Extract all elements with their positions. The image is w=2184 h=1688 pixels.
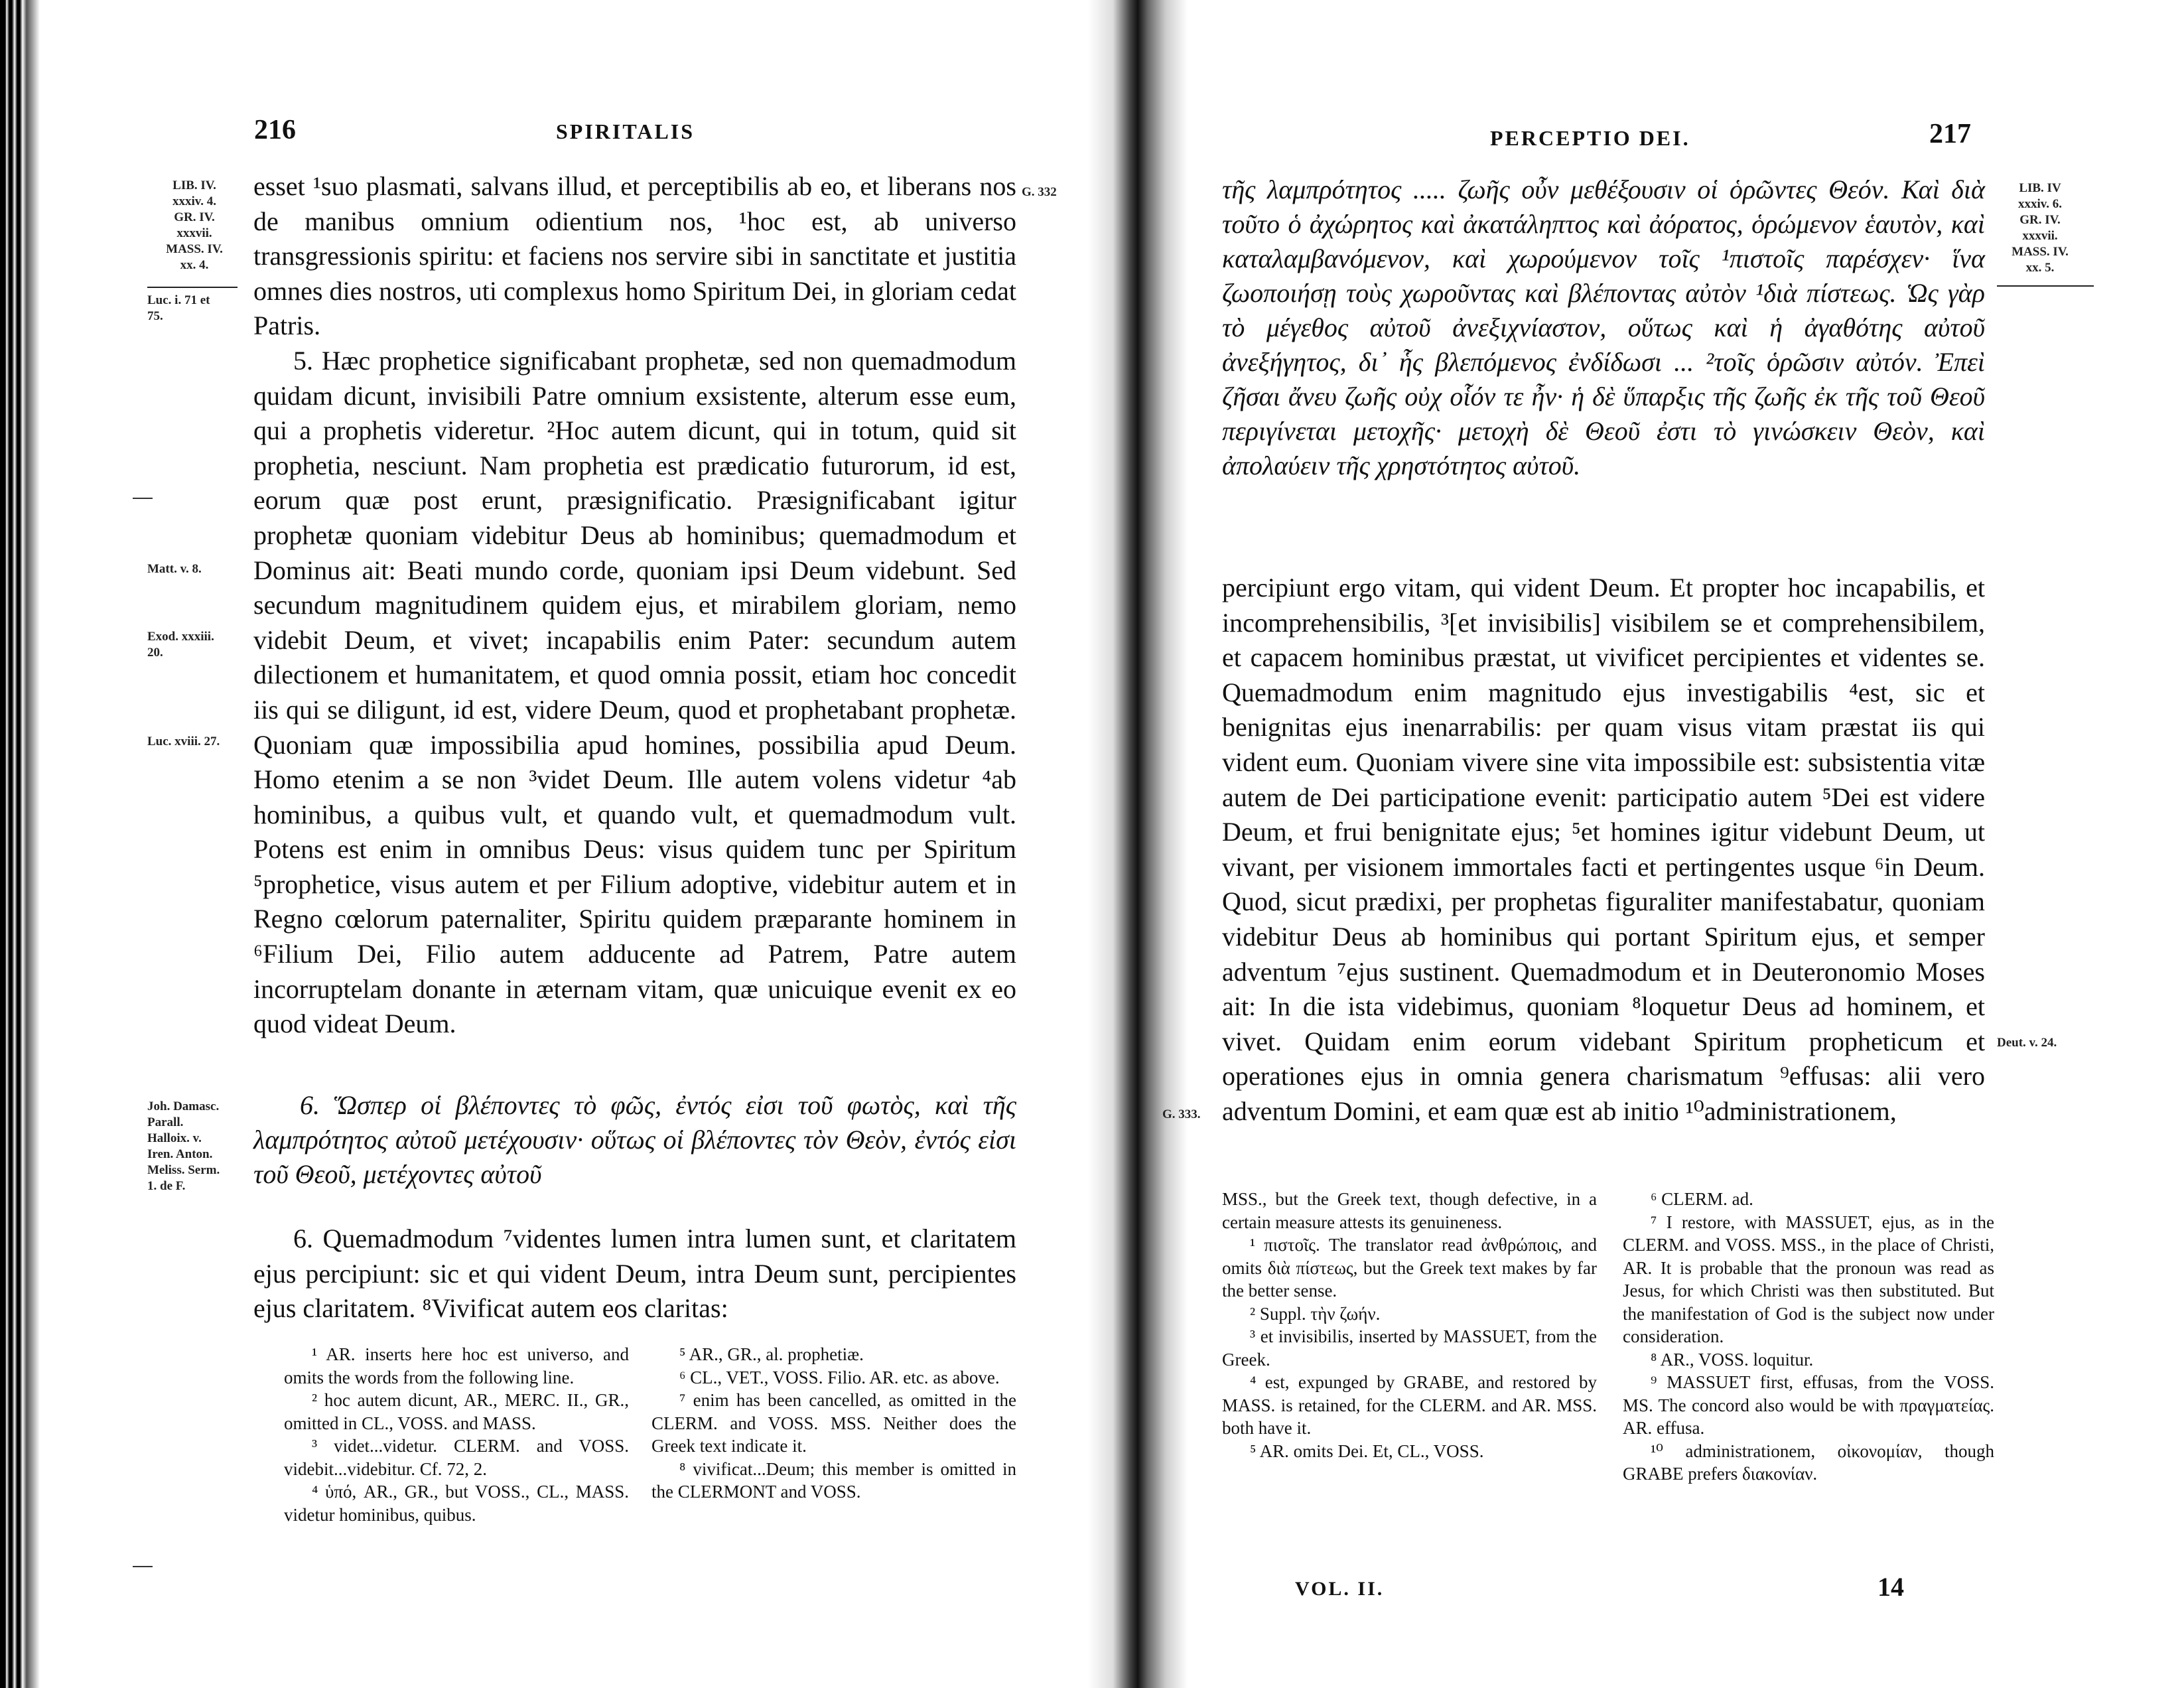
footnote: ³ videt...videtur. CLERM. and VOSS. videbit...videbitur. Cf. 72, 2. (284, 1436, 629, 1479)
footnote: ⁸ AR., VOSS. loquitur. (1651, 1349, 1814, 1370)
volume-mark: VOL. II. (1295, 1578, 1385, 1600)
edge-mark (133, 498, 153, 499)
signature-mark: 14 (1877, 1572, 1904, 1602)
footnote: ⁴ ὑπό, AR., GR., but VOSS., CL., MASS. videtur hominibus, quibus. (284, 1482, 629, 1525)
margin-reference: Exod. xxxiii. 20. (147, 630, 214, 660)
footnotes-column (1623, 1188, 1994, 1486)
footnote: ² hoc autem dicunt, AR., MERC. II., GR., omitted in CL., VOSS. and MASS. (284, 1390, 629, 1433)
margin-reference: Deut. v. 24. (1997, 1036, 2057, 1050)
running-head: PERCEPTIO DEI. (1490, 126, 1690, 150)
running-head: SPIRITALIS (556, 119, 695, 143)
margin-reference: G. 332 (1022, 185, 1057, 199)
margin-reference: Joh. Damasc. Parall. Halloix. v. Iren. Anton. Meliss. Serm. 1. de F. (147, 1099, 220, 1193)
edge-mark (133, 1566, 153, 1567)
footnote: ⁴ est, expunged by GRABE, and restored by MASS. is retained, for the CLERM. and AR. MSS. both have it. (1222, 1372, 1597, 1438)
margin-rule (147, 287, 238, 288)
paragraph: 6. Ὥσπερ οἱ βλέποντες τὸ φῶς, ἐντός εἰσι τοῦ φωτὸς, καὶ τῆς λαμπρότητος αὐτοῦ μετέχουσιν· οὕτως οἱ βλέποντες τὸν Θεὸν, ἐντός εἰσι τοῦ Θεοῦ, μετέχοντες αὐτοῦ (253, 1090, 1016, 1189)
margin-reference: Matt. v. 8. (147, 562, 202, 576)
footnote: ⁶ CLERM. ad. (1651, 1189, 1753, 1209)
main-text (253, 1222, 1016, 1326)
margin-reference: LIB. IV. xxxiv. 4. GR. IV. xxxvii. MASS. IV. xx. 4. (166, 178, 223, 272)
footnote: ³ et invisibilis, inserted by MASSUET, from the Greek. (1222, 1326, 1597, 1370)
footnote: ⁹ MASSUET first, effusas, from the VOSS. MS. The concord also would be with πραγματείας. AR. effusa. (1623, 1372, 1994, 1438)
footnotes-column (284, 1343, 629, 1526)
footnotes-column (651, 1343, 1016, 1504)
footnote: MSS., but the Greek text, though defective, in a certain measure attests its genuineness. (1222, 1189, 1597, 1232)
paragraph: 6. Quemadmodum ⁷videntes lumen intra lumen sunt, et claritatem ejus percipiunt: sic et qui vident Deum, intra Deum sunt, percipientes ejus claritatem. ⁸Vivificat autem eos claritas: (253, 1224, 1016, 1324)
greek-text (1222, 173, 1985, 483)
greek-text (253, 1088, 1016, 1192)
footnote: ⁷ enim has been cancelled, as omitted in the CLERM. and VOSS. MSS. Neither does the Greek text indicate it. (651, 1390, 1016, 1456)
paragraph: esset ¹suo plasmati, salvans illud, et perceptibilis ab eo, et liberans nos de manibus omnium odientium nos, ¹hoc est, ab universo transgressionis spiritu: et faciens nos servire sibi in sanctitate et justitia omnes dies nostros, uti complexus homo Spiritum Dei, in gloriam cedat Patris. (253, 171, 1016, 341)
footnote: ⁸ vivificat...Deum; this member is omitted in the CLERMONT and VOSS. (651, 1458, 1016, 1502)
footnote: ¹ πιστοῖς. The translator read ἀνθρώποις, and omits διὰ πίστεως, but the Greek text makes by far the better sense. (1222, 1235, 1597, 1301)
paragraph: 5. Hæc prophetice significabant prophetæ, sed non quemadmodum quidam dicunt, invisibili Patre omnium exsistente, alterum esse eum, qui a prophetis videretur. ²Hoc autem dicunt, qui in totum, quid sit prophetia, nesciunt. Nam prophetia est prædicatio futurorum, id est, eorum quæ post erunt, præsignificatio. Præsignificabant igitur prophetæ quoniam videbitur Deus ab hominibus; quemadmodum et Dominus ait: Beati mundo corde, quoniam ipsi Deum videbunt. Sed secundum magnitudinem quidem ejus, et mirabilem gloriam, nemo videbit Deum, et vivet; incapabilis enim Pater: secundum autem dilectionem et humanitatem, et quod omnia possit, etiam hoc concedit iis qui se diligunt, id est, videre Deum, quod et prophetabant prophetæ. Quoniam quæ impossibilia apud homines, possibilia apud Deum. Homo etenim a se non ³videt Deum. Ille autem volens videtur ⁴ab hominibus, a quibus vult, et quando vult, et quemadmodum vult. Potens est enim in omnibus Deus: visus quidem tunc per Spiritum ⁵prophetice, visus autem et per Filium adoptive, videbitur autem et in Regno cœlorum paternaliter, Spiritu quidem præparante hominem in ⁶Filium Dei, Filio autem adducente ad Patrem, Patre autem incorruptelam donante in æternam vitam, quæ unicuique evenit ex eo quod videat Deum. (253, 345, 1016, 1039)
book-gutter (1088, 0, 1188, 1688)
page-number: 217 (1929, 119, 1971, 149)
footnote: ⁵ AR., GR., al. prophetiæ. (679, 1344, 864, 1364)
footnote: ⁶ CL., VET., VOSS. Filio. AR. etc. as above. (679, 1367, 1000, 1387)
binding-edge (0, 0, 40, 1688)
paragraph: percipiunt ergo vitam, qui vident Deum. Et propter hoc incapabilis, et incomprehensibilis, ³[et invisibilis] visibilem se et comprehensibilem, et capacem hominibus præstat, ut vivificet percipientes et videntes se. Quemadmodum enim magnitudo ejus investigabilis ⁴est, sic et benignitas ejus inenarrabilis: per quam visus vitam præstat iis qui vident eum. Quoniam vivere sine vita impossibile est: subsistentia vitæ autem de Dei participatione evenit: participatio autem ⁵Dei est videre Deum, et frui benignitate ejus; ⁵et homines igitur videbunt Deum, ut vivant, per visionem immortales facti et pertingentes usque ⁶in Deum. Quod, sicut prædixi, per prophetas figuraliter manifestabatur, quoniam videbitur Deus ab hominibus qui portant Spiritum ejus, et semper adventum ⁷ejus sustinent. Quemadmodum et in Deuteronomio Moses ait: In die ista videbimus, quoniam ⁸loquetur Deus ad hominem, et vivet. Quidam enim eorum videbant Spiritum propheticum et operationes ejus in omnia genera charismatum ⁹effusas: alii vero adventum Domini, et eam quæ est ab initio ¹⁰administrationem, (1222, 573, 1985, 1126)
page-number: 216 (254, 115, 296, 145)
margin-reference: Luc. i. 71 et 75. (147, 293, 210, 323)
margin-rule (1997, 285, 2094, 287)
footnote: ¹⁰ administrationem, οἰκονομίαν, though GRABE prefers διακονίαν. (1623, 1441, 1994, 1484)
footnote: ⁷ I restore, with MASSUET, ejus, as in the CLERM. and VOSS. MSS., in the place of Christi, AR. It is probable that the pronoun was read as Jesus, for which Christi was then substituted. But the manifestation of God is the subject now under consideration. (1623, 1212, 1994, 1346)
main-text (1222, 571, 1985, 1129)
main-text (253, 169, 1016, 1042)
footnote: ² Suppl. τὴν ζωήν. (1250, 1303, 1381, 1324)
paragraph: τῆς λαμπρότητος ..... ζωῆς οὖν μεθέξουσιν οἱ ὁρῶντες Θεόν. Καὶ διὰ τοῦτο ὁ ἀχώρητος καὶ ἀκατάληπτος καὶ ἀόρατος, ὁρώμενον ἑαυτὸν, καὶ καταλαμβανόμενον, καὶ χωρούμενον τοῖς ¹πιστοῖς παρέσχεν· ἵνα ζωοποιήσῃ τοὺς χωροῦντας καὶ βλέποντας αὐτὸν ¹διὰ πίστεως. Ὡς γὰρ τὸ μέγεθος αὐτοῦ ἀνεξιχνίαστον, οὕτως καὶ ἡ ἀγαθότης αὐτοῦ ἀνεξήγητος, δι᾽ ἧς βλεπόμενος ἐνδίδωσι ... ²τοῖς ὁρῶσιν αὐτόν. Ἐπεὶ ζῆσαι ἄνευ ζωῆς οὐχ οἷόν τε ἦν· ἡ δὲ ὕπαρξις τῆς ζωῆς ἐκ τῆς τοῦ Θεοῦ περιγίνεται μετοχῆς· μετοχὴ δὲ Θεοῦ ἐστι τὸ γινώσκειν Θεὸν, καὶ ἀπολαύειν τῆς χρηστότητος αὐτοῦ. (1222, 175, 1985, 480)
margin-reference: LIB. IV xxxiv. 6. GR. IV. xxxvii. MASS. IV. xx. 5. (2012, 181, 2069, 275)
margin-reference: Luc. xviii. 27. (147, 735, 220, 748)
margin-reference: G. 333. (1162, 1107, 1201, 1121)
footnote: ¹ AR. inserts here hoc est universo, and omits the words from the following line. (284, 1344, 629, 1387)
footnote: ⁵ AR. omits Dei. Et, CL., VOSS. (1250, 1441, 1484, 1461)
footnotes-column (1222, 1188, 1597, 1462)
